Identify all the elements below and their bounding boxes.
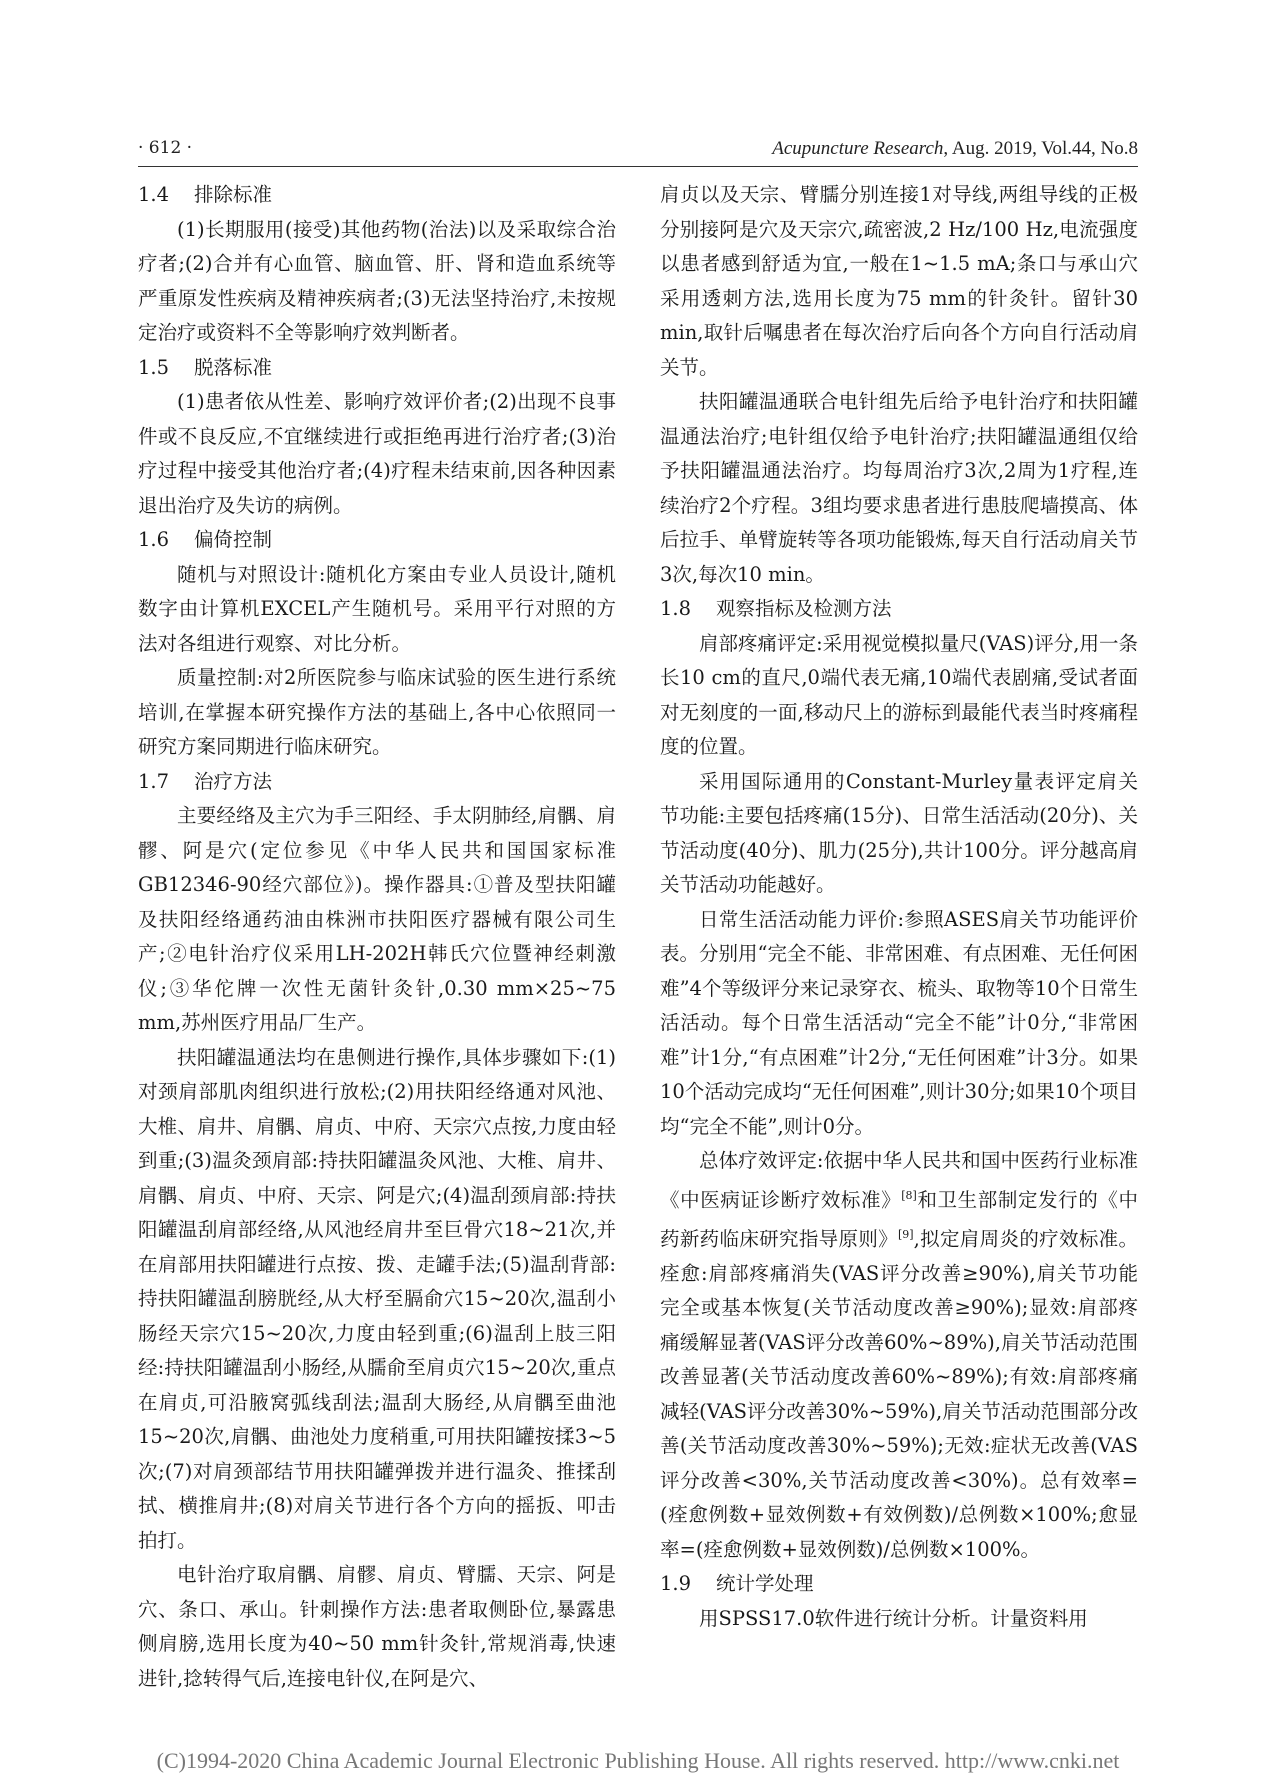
section-number: 1.7 bbox=[138, 769, 170, 793]
section-number: 1.4 bbox=[138, 183, 170, 206]
left-column bbox=[138, 178, 616, 1696]
body-paragraph bbox=[660, 1144, 1138, 1567]
body-paragraph: (1)患者依从性差、影响疗效评价者;(2)出现不良事件或不良反应,不宜继续进行或拒绝再进行治疗者;(3)治疗过程中接受其他治疗者;(4)疗程未结束前,因各种因素退出治疗及失访的病例。 bbox=[138, 390, 616, 517]
section-number: 1.9 bbox=[660, 1572, 692, 1595]
body-paragraph: 扶阳罐温通联合电针组先后给予电针治疗和扶阳罐温通法治疗;电针组仅给予电针治疗;扶阳罐温通组仅给予扶阳罐温通法治疗。均每周治疗3次,2周为1疗程,连续治疗2个疗程。3组均要求患者进行患肢爬墙摸高、体后拉手、单臂旋转等各项功能锻炼,每天自行活动肩关节3次,每次10 min。 bbox=[660, 390, 1138, 586]
right-column bbox=[660, 178, 1138, 1636]
paragraph-text: ,拟定肩周炎的疗效标准。痊愈:肩部疼痛消失(VAS评分改善≥90%),肩关节功能完全或基本恢复(关节活动度改善≥90%);显效:肩部疼痛缓解显著(VAS评分改善60%~89%),肩关节活动范围改善显著(关节活动度改善60%~89%);有效:肩部疼痛减轻(VAS评分改善30%~59%),肩关节活动范围部分改善(关节活动度改善30%~59%);无效:症状无改善(VAS评分改善<30%,关节活动度改善<30%)。总有效率=(痊愈例数+显效例数+有效例数)/总例数×100%;愈显率=(痊愈例数+显效例数)/总例数×100%。 bbox=[660, 1227, 1138, 1561]
section-heading bbox=[138, 351, 616, 386]
section-number: 1.5 bbox=[138, 355, 170, 379]
body-paragraph: 电针治疗取肩髃、肩髎、肩贞、臂臑、天宗、阿是穴、条口、承山。针刺操作方法:患者取侧卧位,暴露患侧肩膀,选用长度为40~50 mm针灸针,常规消毒,快速进针,捻转得气后,连接电针仪,在阿是穴、 bbox=[138, 1563, 616, 1690]
body-paragraph: 日常生活活动能力评价:参照ASES肩关节功能评价表。分别用“完全不能、非常困难、有点困难、无任何困难”4个等级评分来记录穿衣、梳头、取物等10个日常生活活动。每个日常生活活动“完全不能”计0分,“非常困难”计1分,“有点困难”计2分,“无任何困难”计3分。如果10个活动完成均“无任何困难”,则计30分;如果10个项目均“完全不能”,则计0分。 bbox=[660, 907, 1138, 1138]
journal-name: Acupuncture Research bbox=[772, 138, 944, 159]
journal-issue: , Aug. 2019, Vol.44, No.8 bbox=[943, 138, 1138, 159]
body-paragraph: 主要经络及主穴为手三阳经、手太阴肺经,肩髃、肩髎、阿是穴(定位参见《中华人民共和国国家标准GB12346-90经穴部位》)。操作器具:①普及型扶阳罐及扶阳经络通药油由株洲市扶阳医疗器械有限公司生产;②电针治疗仪采用LH-202H韩氏穴位暨神经刺激仪;③华佗牌一次性无菌针灸针,0.30 mm×25~75 mm,苏州医疗用品厂生产。 bbox=[138, 804, 616, 1034]
section-title: 排除标准 bbox=[194, 183, 273, 206]
body-paragraph: 随机与对照设计:随机化方案由专业人员设计,随机数字由计算机EXCEL产生随机号。采用平行对照的方法对各组进行观察、对比分析。 bbox=[138, 562, 616, 655]
header-rule bbox=[138, 166, 1138, 167]
section-title: 偏倚控制 bbox=[194, 528, 273, 551]
section-heading bbox=[138, 523, 616, 558]
copyright-footer: (C)1994-2020 China Academic Journal Electronic Publishing House. All rights reserved. http://www.cnki.net bbox=[156, 1748, 1120, 1773]
section-title: 统计学处理 bbox=[716, 1572, 814, 1595]
paragraph-text: 总体疗效评定:依据中华人民共和国中医药行业标准《中医病证诊断疗效标准》 bbox=[660, 1149, 1138, 1211]
body-paragraph: 肩部疼痛评定:采用视觉模拟量尺(VAS)评分,用一条长10 cm的直尺,0端代表无痛,10端代表剧痛,受试者面对无刻度的一面,移动尺上的游标到最能代表当时疼痛程度的位置。 bbox=[660, 631, 1138, 758]
body-paragraph: (1)长期服用(接受)其他药物(治法)以及采取综合治疗者;(2)合并有心血管、脑血管、肝、肾和造血系统等严重原发性疾病及精神疾病者;(3)无法坚持治疗,未按规定治疗或资料不全等影响疗效判断者。 bbox=[138, 217, 616, 344]
section-heading bbox=[660, 592, 1138, 627]
citation-ref: [8] bbox=[901, 1188, 917, 1202]
continued-paragraph: 肩贞以及天宗、臂臑分别连接1对导线,两组导线的正极分别接阿是穴及天宗穴,疏密波,2 Hz/100 Hz,电流强度以患者感到舒适为宜,一般在1~1.5 mA;条口与承山穴采用透刺方法,选用长度为75 mm的针灸针。留针30 min,取针后嘱患者在每次治疗后向各个方向自行活动肩关节。 bbox=[660, 183, 1138, 379]
page-number: · 612 · bbox=[138, 138, 193, 158]
paragraph-text: 和卫生部制定发行的《中药新药临床研究指导原则》 bbox=[660, 1188, 1138, 1250]
body-paragraph: 用SPSS17.0软件进行统计分析。计量资料用 bbox=[699, 1606, 1088, 1630]
journal-citation bbox=[772, 138, 1138, 160]
section-number: 1.8 bbox=[660, 597, 692, 620]
section-heading bbox=[660, 1567, 1138, 1602]
section-title: 观察指标及检测方法 bbox=[716, 597, 892, 620]
citation-ref: [9] bbox=[898, 1227, 914, 1241]
running-header bbox=[138, 134, 1138, 164]
section-number: 1.6 bbox=[138, 528, 170, 551]
section-heading bbox=[138, 765, 616, 800]
section-title: 脱落标准 bbox=[194, 355, 273, 379]
section-title: 治疗方法 bbox=[194, 769, 273, 793]
body-paragraph: 扶阳罐温通法均在患侧进行操作,具体步骤如下:(1)对颈肩部肌肉组织进行放松;(2)用扶阳经络通对风池、大椎、肩井、肩髃、肩贞、中府、天宗穴点按,力度由轻到重;(3)温灸颈肩部:持扶阳罐温灸风池、大椎、肩井、肩髃、肩贞、中府、天宗、阿是穴;(4)温刮颈肩部:持扶阳罐温刮肩部经络,从风池经肩井至巨骨穴18~21次,并在肩部用扶阳罐进行点按、拨、走罐手法;(5)温刮背部:持扶阳罐温刮膀胱经,从大杼至膈俞穴15~20次,温刮小肠经天宗穴15~20次,力度由轻到重;(6)温刮上肢三阳经:持扶阳罐温刮小肠经,从臑俞至肩贞穴15~20次,重点在肩贞,可沿腋窝弧线刮法;温刮大肠经,从肩髃至曲池15~20次,肩髃、曲池处力度稍重,可用扶阳罐按揉3~5次;(7)对肩颈部结节用扶阳罐弹拨并进行温灸、推揉刮拭、横推肩井;(8)对肩关节进行各个方向的摇扳、叩击拍打。 bbox=[138, 1045, 616, 1552]
body-paragraph: 质量控制:对2所医院参与临床试验的医生进行系统培训,在掌握本研究操作方法的基础上,各中心依照同一研究方案同期进行临床研究。 bbox=[138, 666, 616, 758]
section-heading bbox=[138, 178, 616, 213]
body-paragraph: 采用国际通用的Constant-Murley量表评定肩关节功能:主要包括疼痛(15分)、日常生活活动(20分)、关节活动度(40分)、肌力(25分),共计100分。评分越高肩关节活动功能越好。 bbox=[660, 769, 1138, 896]
